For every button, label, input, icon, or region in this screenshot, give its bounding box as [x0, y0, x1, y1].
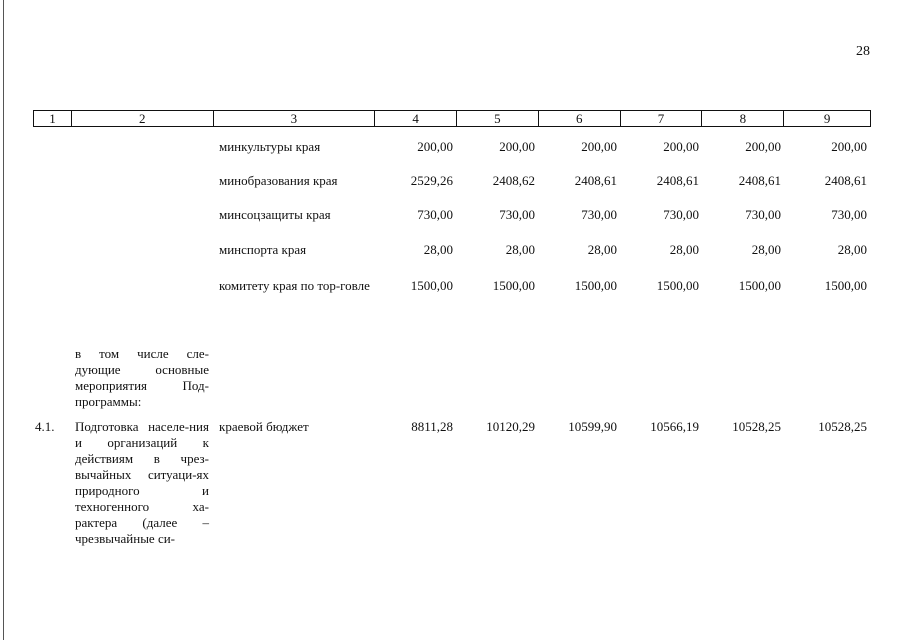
row-value: 200,00: [745, 139, 781, 154]
table-row: [33, 139, 871, 155]
item-value: 10528,25: [818, 419, 867, 434]
row-value: 200,00: [663, 139, 699, 154]
table-row: [33, 278, 871, 294]
row-value: 2529,26: [410, 173, 453, 188]
row-label: комитету края по тор-говле: [219, 278, 370, 293]
page-left-edge: [3, 0, 4, 640]
page-number: 28: [856, 44, 870, 59]
row-value: 28,00: [423, 242, 453, 257]
row-value: 2408,61: [738, 173, 781, 188]
table-row: [33, 207, 871, 223]
row-value: 1500,00: [492, 278, 535, 293]
item-name: Подготовка населе-ния и организаций к действиям в чрез-вычайных ситуаци-ях природного и техногенного ха-рактера (далее – чрезвычайные си-: [75, 419, 209, 546]
column-header-9: 9: [823, 111, 831, 126]
row-value: 2408,62: [492, 173, 535, 188]
row-value: 28,00: [751, 242, 781, 257]
column-header-8: 8: [702, 111, 784, 126]
row-value: 1500,00: [738, 278, 781, 293]
row-value: 2408,61: [824, 173, 867, 188]
column-header-3: 3: [214, 111, 376, 126]
row-value: 1500,00: [656, 278, 699, 293]
table-row: [33, 242, 871, 258]
row-value: 730,00: [663, 207, 699, 222]
row-value: 200,00: [417, 139, 453, 154]
row-label: минсоцзащиты края: [219, 207, 331, 222]
column-header-4: 4: [375, 111, 457, 126]
item-value: 10599,90: [568, 419, 617, 434]
row-value: 200,00: [499, 139, 535, 154]
row-value: 28,00: [669, 242, 699, 257]
item-value: 10528,25: [732, 419, 781, 434]
row-label: минобразования края: [219, 173, 338, 188]
row-value: 730,00: [499, 207, 535, 222]
column-header-5: 5: [457, 111, 539, 126]
row-value: 200,00: [831, 139, 867, 154]
row-value: 200,00: [581, 139, 617, 154]
item-value: 8811,28: [411, 419, 453, 434]
column-header-2: 2: [72, 111, 214, 126]
funding-source: краевой бюджет: [219, 419, 309, 434]
row-value: 2408,61: [574, 173, 617, 188]
row-value: 28,00: [505, 242, 535, 257]
item-value: 10566,19: [650, 419, 699, 434]
row-value: 28,00: [587, 242, 617, 257]
row-value: 730,00: [581, 207, 617, 222]
table-row: [33, 419, 871, 547]
row-value: 1500,00: [574, 278, 617, 293]
subheading-text: в том числе сле-дующие основные мероприятия Под-программы:: [75, 346, 209, 409]
row-value: 730,00: [745, 207, 781, 222]
row-value: 730,00: [417, 207, 453, 222]
row-value: 2408,61: [656, 173, 699, 188]
column-header-6: 6: [539, 111, 621, 126]
item-index: 4.1.: [35, 419, 55, 434]
row-label: минкультуры края: [219, 139, 321, 154]
row-value: 1500,00: [824, 278, 867, 293]
row-label: минспорта края: [219, 242, 307, 257]
item-value: 10120,29: [486, 419, 535, 434]
table-row: [33, 173, 871, 189]
row-value: 28,00: [837, 242, 867, 257]
row-value: 730,00: [831, 207, 867, 222]
column-header-7: 7: [621, 111, 703, 126]
row-value: 1500,00: [410, 278, 453, 293]
table-header-row: [33, 110, 871, 127]
table-row: [33, 346, 871, 410]
column-header-1: 1: [34, 111, 72, 126]
